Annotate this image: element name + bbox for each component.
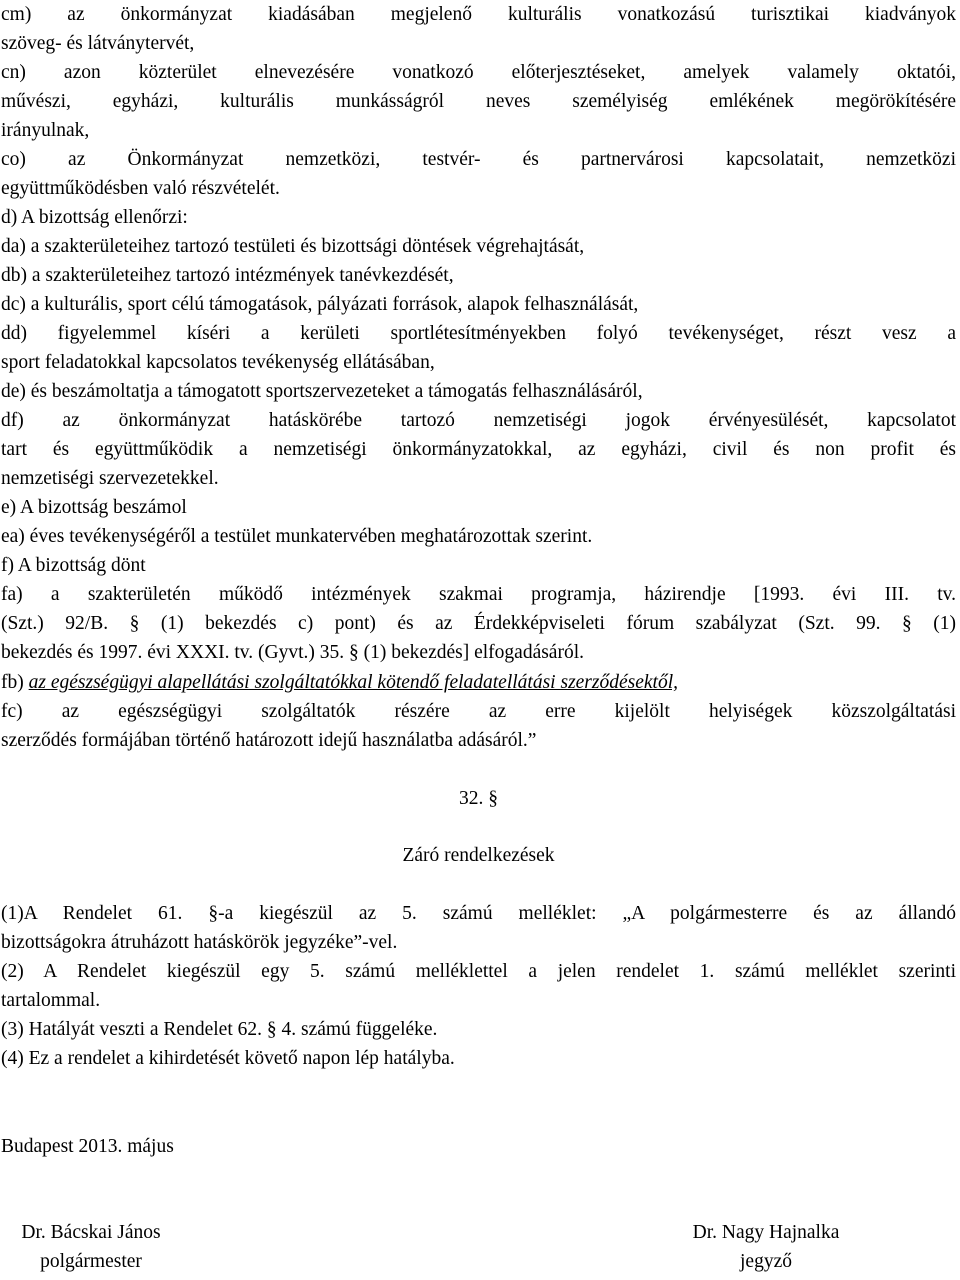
body-line: (Szt.) 92/B. § (1) bekezdés c) pont) és az Érdekképviseleti fórum szabályzat (Szt. 99. § (1) — [1, 613, 956, 634]
body-line: de) és beszámoltatja a támogatott sportszervezeteket a támogatás felhasználásáról, — [1, 381, 643, 402]
place-date-wrap — [1, 1132, 956, 1161]
body-line: szöveg- és látványtervét, — [1, 33, 195, 54]
body-line: e) A bizottság beszámol — [1, 497, 187, 518]
signature-right — [666, 1218, 866, 1276]
closing-provisions — [1, 899, 956, 1073]
body-line: sport feladatokkal kapcsolatos tevékenység ellátásában, — [1, 352, 435, 373]
signature-left-name: Dr. Bácskai János — [21, 1222, 161, 1243]
provision-1-line-1: (1)A Rendelet 61. §-a kiegészül az 5. számú melléklet: „A polgármesterre és az állandó — [1, 903, 956, 924]
signature-left-title: polgármester — [40, 1251, 142, 1272]
provision-1-line-2: bizottságokra átruházott hatáskörök jegyzéke”-vel. — [1, 932, 398, 953]
body-line: cn) azon közterület elnevezésére vonatkozó előterjesztéseket, amelyek valamely oktatói, — [1, 62, 956, 83]
section-number: 32. § — [459, 788, 498, 809]
section-title: Záró rendelkezések — [402, 845, 555, 866]
body-text — [1, 0, 956, 667]
body-line: da) a szakterületeihez tartozó testületi és bizottsági döntések végrehajtását, — [1, 236, 585, 257]
body-line: fa) a szakterületén működő intézmények szakmai programja, házirendje [1993. évi III. tv. — [1, 584, 956, 605]
body-line: db) a szakterületeihez tartozó intézmények tanévkezdését, — [1, 265, 454, 286]
signature-right-title: jegyző — [740, 1251, 792, 1272]
body-line: co) az Önkormányzat nemzetközi, testvér- és partnervárosi kapcsolatait, nemzetközi — [1, 149, 956, 170]
body-line: irányulnak, — [1, 120, 90, 141]
fb-text: az egészségügyi alapellátási szolgáltatókkal kötendő feladatellátási szerződésektől, — [28, 672, 678, 693]
signature-left — [0, 1218, 182, 1276]
fc-paragraph — [1, 697, 956, 755]
provision-2-line-1: (2) A Rendelet kiegészül egy 5. számú melléklettel a jelen rendelet 1. számú melléklet szerinti — [1, 961, 956, 982]
fb-paragraph — [1, 668, 956, 697]
section-heading — [1, 784, 956, 813]
signature-right-name: Dr. Nagy Hajnalka — [692, 1222, 840, 1243]
fc-line-2: szerződés formájában történő határozott idejű használatba adásáról.” — [1, 730, 537, 751]
section-title-wrap — [1, 841, 956, 870]
body-line: df) az önkormányzat hatáskörébe tartozó nemzetiségi jogok érvényesülését, kapcsolatot — [1, 410, 956, 431]
body-line: dd) figyelemmel kíséri a kerületi sportlétesítményekben folyó tevékenységet, részt vesz a — [1, 323, 956, 344]
body-line: dc) a kulturális, sport célú támogatások, pályázati források, alapok felhasználását, — [1, 294, 639, 315]
fc-line-1: fc) az egészségügyi szolgáltatók részére az erre kijelölt helyiségek közszolgáltatási — [1, 701, 956, 722]
body-line: cm) az önkormányzat kiadásában megjelenő kulturális vonatkozású turisztikai kiadványok — [1, 4, 956, 25]
body-line: tart és együttműködik a nemzetiségi önkormányzatokkal, az egyházi, civil és non profit és — [1, 439, 956, 460]
fb-prefix: fb) — [1, 672, 29, 693]
body-line: művészi, egyházi, kulturális munkásságról neves személyiség emlékének megörökítésére — [1, 91, 956, 112]
body-line: f) A bizottság dönt — [1, 555, 146, 576]
provision-3: (3) Hatályát veszti a Rendelet 62. § 4. számú függeléke. — [1, 1019, 438, 1040]
place-date: Budapest 2013. május — [1, 1136, 174, 1157]
body-line: d) A bizottság ellenőrzi: — [1, 207, 188, 228]
provision-2-line-2: tartalommal. — [1, 990, 101, 1011]
body-line: együttműködésben való részvételét. — [1, 178, 280, 199]
body-line: nemzetiségi szervezetekkel. — [1, 468, 219, 489]
provision-4: (4) Ez a rendelet a kihirdetését követő napon lép hatályba. — [1, 1048, 455, 1069]
body-line: bekezdés és 1997. évi XXXI. tv. (Gyvt.) 35. § (1) bekezdés] elfogadásáról. — [1, 642, 585, 663]
body-line: ea) éves tevékenységéről a testület munkatervében meghatározottak szerint. — [1, 526, 593, 547]
